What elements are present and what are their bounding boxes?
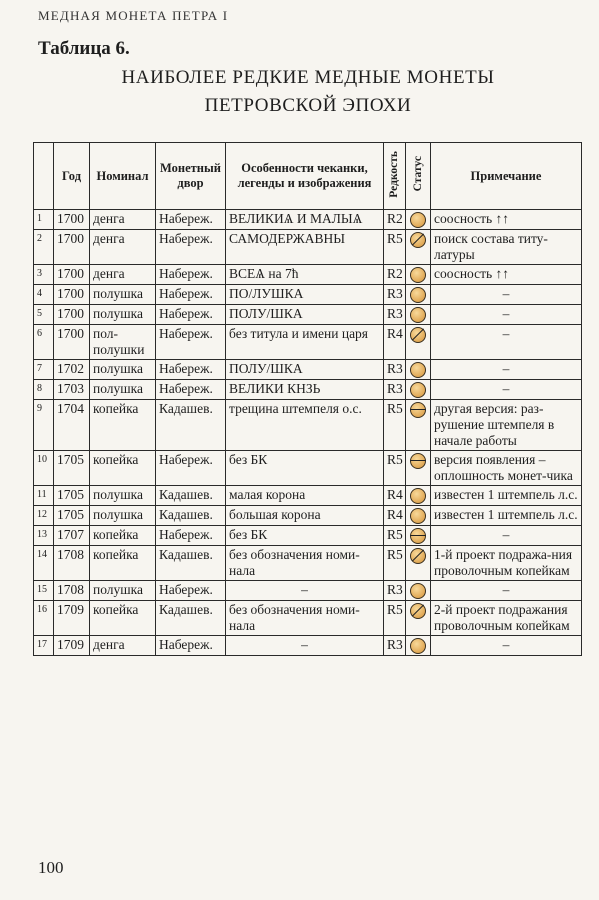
coin-status-icon [410, 528, 426, 544]
row-year: 1705 [54, 451, 90, 486]
row-year: 1705 [54, 486, 90, 506]
header-note: Примечание [431, 143, 582, 210]
row-mint: Набереж. [156, 265, 226, 285]
row-features: без титула и имени царя [226, 325, 384, 360]
coin-status-icon [410, 488, 426, 504]
table-row [34, 230, 582, 265]
row-status [406, 305, 431, 325]
row-rarity: R4 [384, 486, 406, 506]
row-denomination: полушка [90, 380, 156, 400]
row-year: 1700 [54, 325, 90, 360]
row-denomination: денга [90, 265, 156, 285]
table-row [34, 210, 582, 230]
row-number: 16 [34, 601, 54, 636]
row-mint: Набереж. [156, 305, 226, 325]
row-note: известен 1 штемпель л.с. [431, 486, 582, 506]
row-mint: Кадашев. [156, 486, 226, 506]
row-features: – [226, 636, 384, 656]
row-number: 11 [34, 486, 54, 506]
header-year: Год [54, 143, 90, 210]
coin-status-icon [410, 453, 426, 469]
header-status-label: Статус [411, 156, 424, 192]
row-mint: Набереж. [156, 360, 226, 380]
row-status [406, 581, 431, 601]
table-row [34, 380, 582, 400]
row-year: 1708 [54, 546, 90, 581]
row-features: ПОЛУ/ШКА [226, 360, 384, 380]
row-number: 17 [34, 636, 54, 656]
row-mint: Набереж. [156, 380, 226, 400]
row-features: без обозначения номи-нала [226, 546, 384, 581]
row-denomination: денга [90, 230, 156, 265]
row-year: 1709 [54, 601, 90, 636]
row-note: 1-й проект подража-ния проволочным копейкам [431, 546, 582, 581]
table-row [34, 601, 582, 636]
row-note: – [431, 360, 582, 380]
row-features: САМОДЕРЖАВНЫ [226, 230, 384, 265]
table-row [34, 581, 582, 601]
row-rarity: R3 [384, 380, 406, 400]
header-denomination: Номинал [90, 143, 156, 210]
row-year: 1700 [54, 305, 90, 325]
table-row [34, 400, 582, 451]
row-rarity: R5 [384, 526, 406, 546]
table-caption: Таблица 6. [38, 38, 130, 59]
row-rarity: R5 [384, 230, 406, 265]
row-features: ВЕЛИКИѦ И МАЛЫѦ [226, 210, 384, 230]
coin-status-icon [410, 603, 426, 619]
row-denomination: копейка [90, 601, 156, 636]
row-year: 1704 [54, 400, 90, 451]
coins-table [33, 142, 582, 656]
coin-status-icon [410, 638, 426, 654]
row-year: 1700 [54, 265, 90, 285]
row-denomination: пол-полушки [90, 325, 156, 360]
row-year: 1703 [54, 380, 90, 400]
row-status [406, 360, 431, 380]
row-year: 1708 [54, 581, 90, 601]
coin-status-icon [410, 508, 426, 524]
row-denomination: полушка [90, 506, 156, 526]
table-row [34, 325, 582, 360]
row-rarity: R3 [384, 285, 406, 305]
row-note: – [431, 526, 582, 546]
row-features: – [226, 581, 384, 601]
row-denomination: копейка [90, 451, 156, 486]
row-denomination: копейка [90, 400, 156, 451]
table-row [34, 636, 582, 656]
row-note: версия появления – оплошность монет-чика [431, 451, 582, 486]
row-number: 9 [34, 400, 54, 451]
row-number: 3 [34, 265, 54, 285]
row-status [406, 486, 431, 506]
row-status [406, 230, 431, 265]
row-status [406, 285, 431, 305]
row-features: без обозначения номи-нала [226, 601, 384, 636]
table-row [34, 546, 582, 581]
coin-status-icon [410, 362, 426, 378]
row-denomination: копейка [90, 526, 156, 546]
row-status [406, 601, 431, 636]
header-features: Особенности чеканки, легенды и изображения [226, 143, 384, 210]
row-number: 6 [34, 325, 54, 360]
row-features: малая корона [226, 486, 384, 506]
header-status [406, 143, 431, 210]
row-number: 15 [34, 581, 54, 601]
row-rarity: R4 [384, 506, 406, 526]
row-number: 7 [34, 360, 54, 380]
row-note: – [431, 380, 582, 400]
row-note: другая версия: раз-рушение штемпеля в начале работы [431, 400, 582, 451]
row-rarity: R5 [384, 546, 406, 581]
coin-status-icon [410, 287, 426, 303]
row-rarity: R5 [384, 601, 406, 636]
coin-status-icon [410, 402, 426, 418]
coin-status-icon [410, 212, 426, 228]
row-number: 13 [34, 526, 54, 546]
row-features: без БК [226, 526, 384, 546]
table-title-line-1: НАИБОЛЕЕ РЕДКИЕ МЕДНЫЕ МОНЕТЫ [121, 67, 495, 88]
row-rarity: R2 [384, 265, 406, 285]
row-denomination: полушка [90, 486, 156, 506]
row-number: 14 [34, 546, 54, 581]
row-note: соосность ↑↑ [431, 210, 582, 230]
row-rarity: R5 [384, 451, 406, 486]
row-mint: Кадашев. [156, 400, 226, 451]
row-note: известен 1 штемпель л.с. [431, 506, 582, 526]
row-note: соосность ↑↑ [431, 265, 582, 285]
row-status [406, 265, 431, 285]
table-row [34, 265, 582, 285]
row-note: поиск состава титу-латуры [431, 230, 582, 265]
row-year: 1705 [54, 506, 90, 526]
row-number: 2 [34, 230, 54, 265]
table-row [34, 526, 582, 546]
row-note: – [431, 581, 582, 601]
row-features: ВЕЛИКИ КНЗЬ [226, 380, 384, 400]
row-note: – [431, 325, 582, 360]
row-mint: Набереж. [156, 526, 226, 546]
row-rarity: R3 [384, 360, 406, 380]
page-number: 100 [38, 858, 64, 877]
row-status [406, 380, 431, 400]
row-number: 4 [34, 285, 54, 305]
row-rarity: R3 [384, 305, 406, 325]
row-note: – [431, 305, 582, 325]
row-rarity: R3 [384, 636, 406, 656]
row-number: 1 [34, 210, 54, 230]
row-year: 1700 [54, 285, 90, 305]
row-mint: Набереж. [156, 285, 226, 305]
row-status [406, 325, 431, 360]
row-rarity: R2 [384, 210, 406, 230]
row-mint: Кадашев. [156, 546, 226, 581]
row-status [406, 451, 431, 486]
row-number: 12 [34, 506, 54, 526]
row-features: без БК [226, 451, 384, 486]
table-row [34, 486, 582, 506]
row-denomination: полушка [90, 305, 156, 325]
row-mint: Набереж. [156, 230, 226, 265]
table-header-row [34, 143, 582, 210]
row-denomination: полушка [90, 360, 156, 380]
row-features: ПО/ЛУШКА [226, 285, 384, 305]
coin-status-icon [410, 327, 426, 343]
row-denomination: полушка [90, 581, 156, 601]
row-status [406, 210, 431, 230]
row-status [406, 400, 431, 451]
row-year: 1707 [54, 526, 90, 546]
row-status [406, 506, 431, 526]
row-rarity: R5 [384, 400, 406, 451]
row-number: 5 [34, 305, 54, 325]
row-features: большая корона [226, 506, 384, 526]
row-features: ПОЛУ/ШКА [226, 305, 384, 325]
row-features: ВСЕѦ на 7ħ [226, 265, 384, 285]
table-row [34, 451, 582, 486]
row-mint: Набереж. [156, 636, 226, 656]
table-row [34, 506, 582, 526]
table-title-line-2: ПЕТРОВСКОЙ ЭПОХИ [204, 95, 412, 116]
table-row [34, 285, 582, 305]
coin-status-icon [410, 382, 426, 398]
coin-status-icon [410, 583, 426, 599]
row-status [406, 546, 431, 581]
header-no [34, 143, 54, 210]
row-year: 1700 [54, 230, 90, 265]
row-number: 10 [34, 451, 54, 486]
row-mint: Набереж. [156, 210, 226, 230]
header-mint: Монетный двор [156, 143, 226, 210]
row-features: трещина штемпеля о.с. [226, 400, 384, 451]
coin-status-icon [410, 307, 426, 323]
row-mint: Кадашев. [156, 601, 226, 636]
row-mint: Набереж. [156, 581, 226, 601]
header-rarity-label: Редкость [388, 150, 400, 198]
row-denomination: денга [90, 210, 156, 230]
row-number: 8 [34, 380, 54, 400]
table-row [34, 360, 582, 380]
row-mint: Кадашев. [156, 506, 226, 526]
coin-status-icon [410, 232, 426, 248]
row-note: – [431, 285, 582, 305]
row-mint: Набереж. [156, 325, 226, 360]
row-mint: Набереж. [156, 451, 226, 486]
row-denomination: денга [90, 636, 156, 656]
header-rarity [384, 143, 406, 210]
row-status [406, 526, 431, 546]
row-denomination: копейка [90, 546, 156, 581]
row-denomination: полушка [90, 285, 156, 305]
row-rarity: R4 [384, 325, 406, 360]
row-year: 1700 [54, 210, 90, 230]
table-row [34, 305, 582, 325]
row-rarity: R3 [384, 581, 406, 601]
row-year: 1709 [54, 636, 90, 656]
row-note: 2-й проект подражания проволочным копейкам [431, 601, 582, 636]
row-year: 1702 [54, 360, 90, 380]
row-status [406, 636, 431, 656]
running-header: МЕДНАЯ МОНЕТА ПЕТРА I [38, 8, 229, 23]
coin-status-icon [410, 548, 426, 564]
coin-status-icon [410, 267, 426, 283]
row-note: – [431, 636, 582, 656]
